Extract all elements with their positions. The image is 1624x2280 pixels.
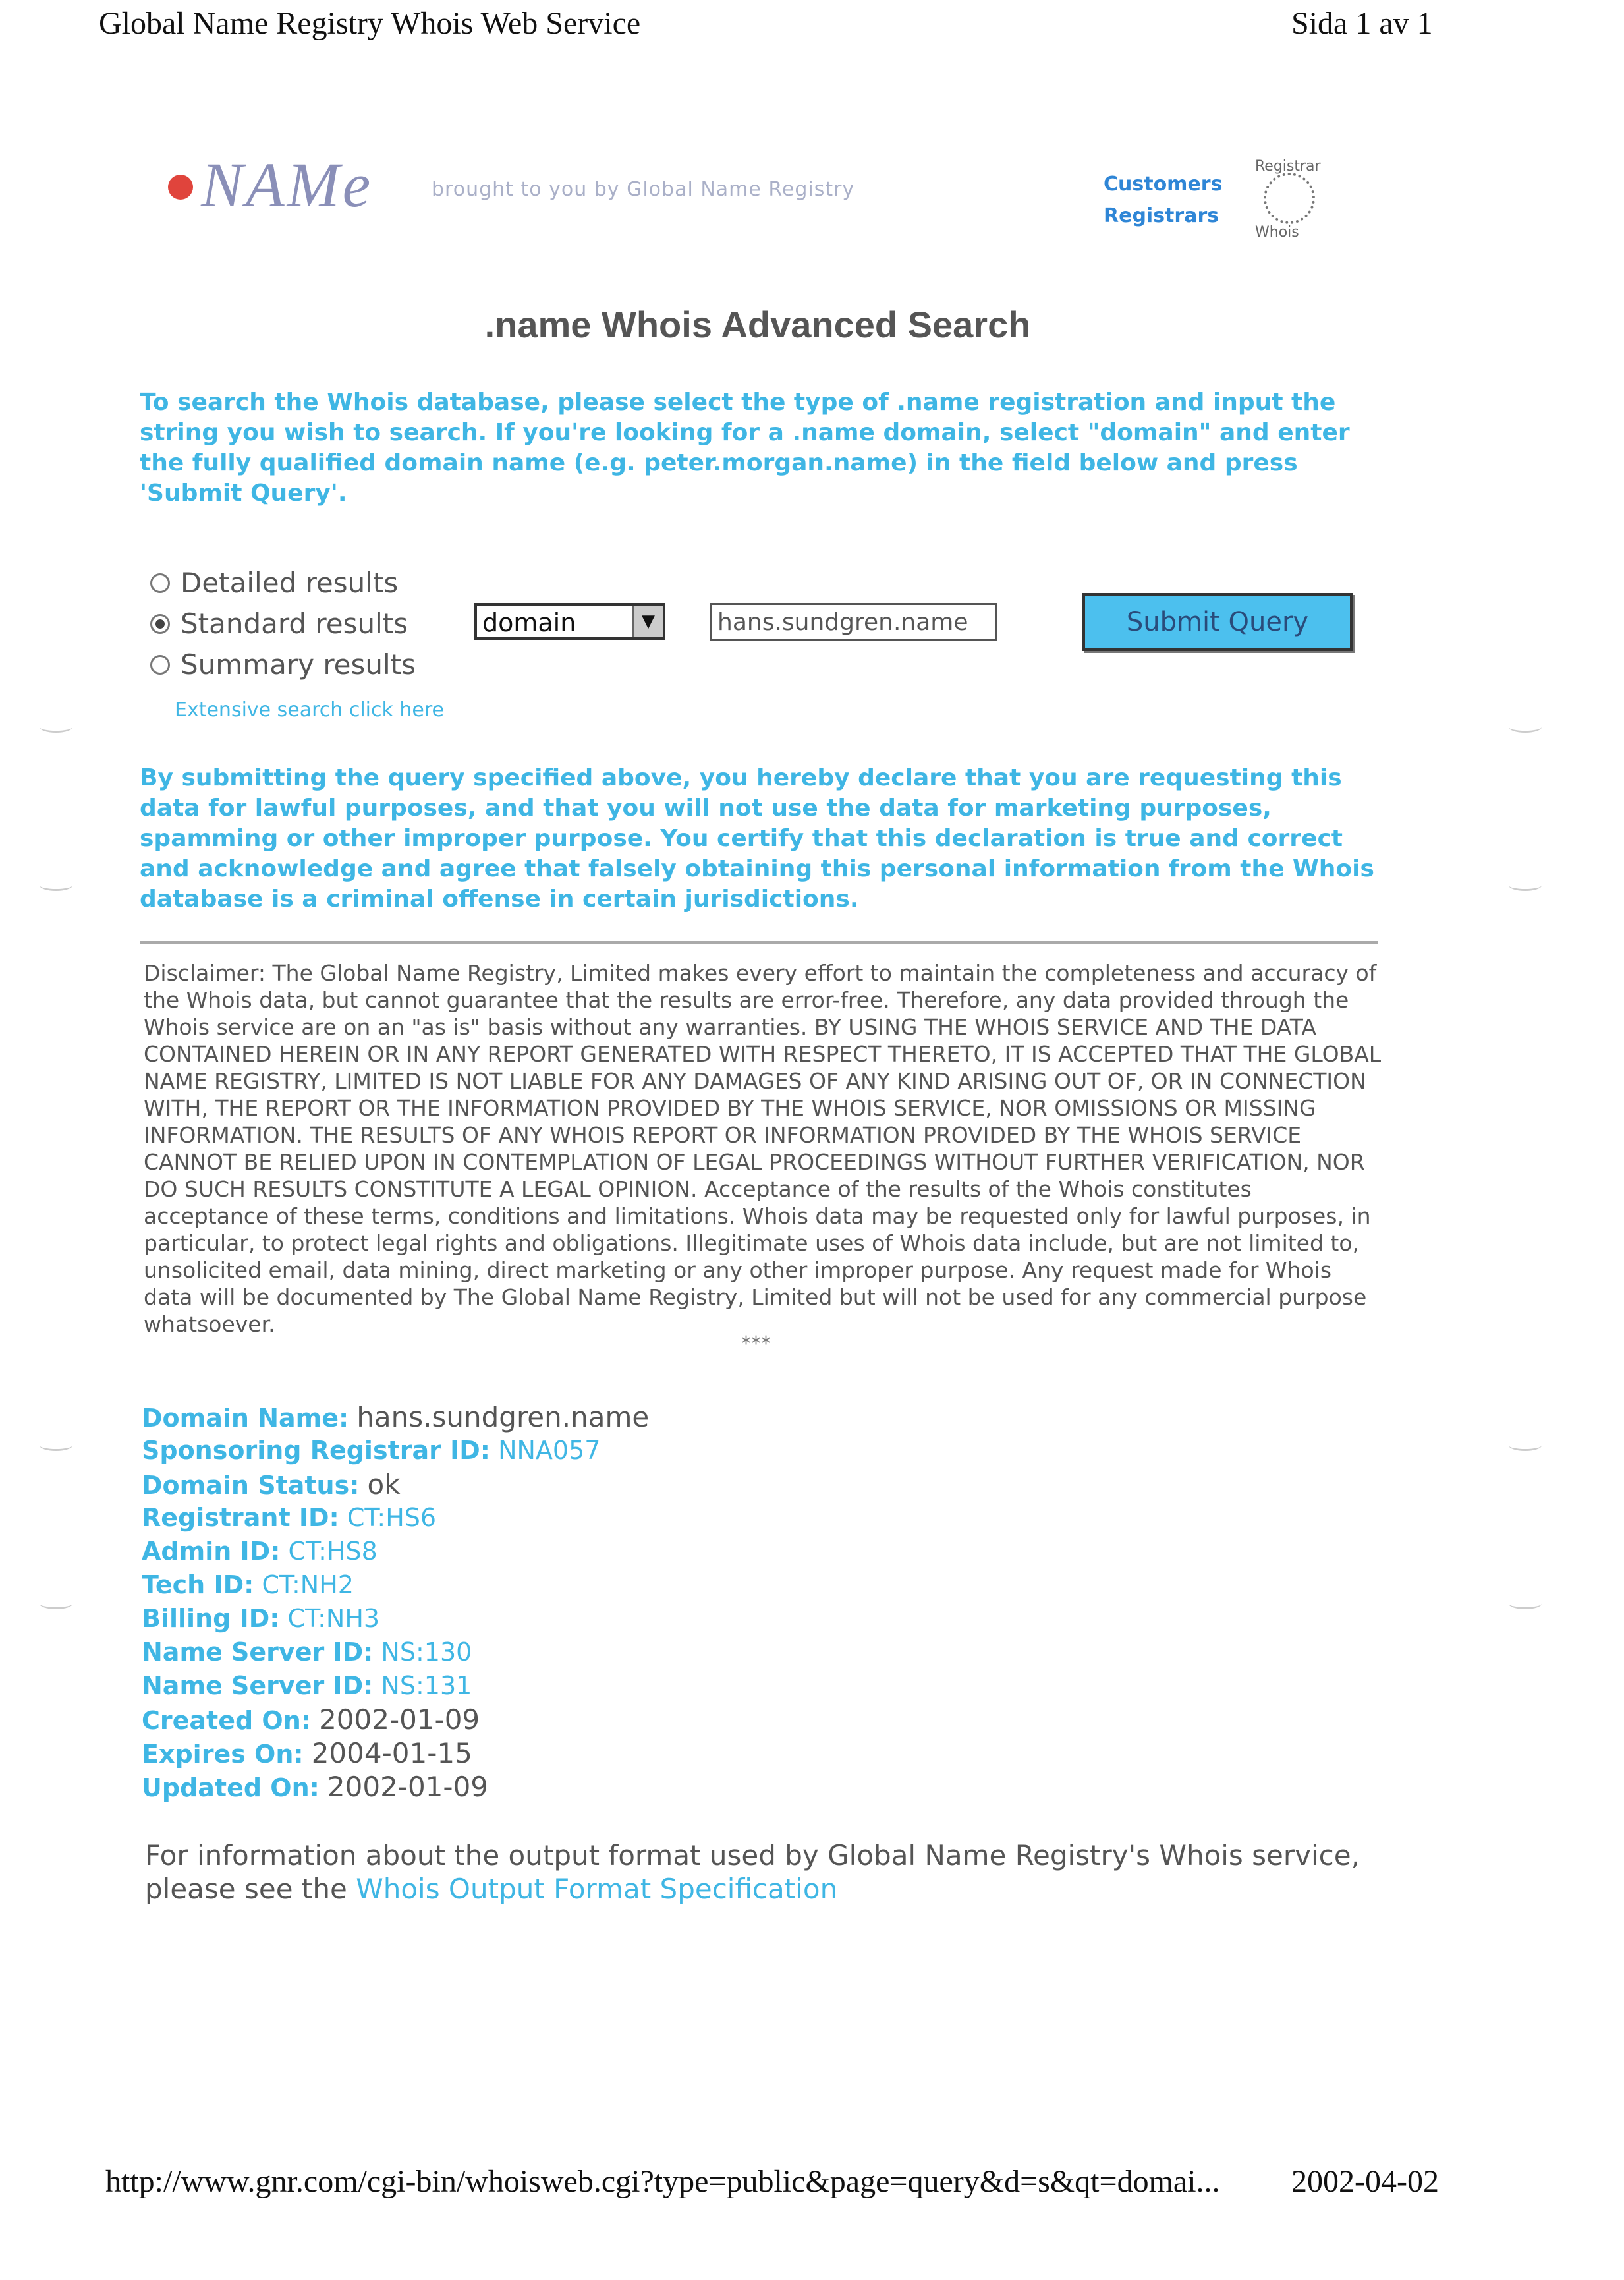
submit-query-button[interactable]: Submit Query <box>1082 593 1353 651</box>
result-updated-on: Updated On: 2002-01-09 <box>142 1771 489 1803</box>
page-title: .name Whois Advanced Search <box>484 304 1031 345</box>
print-footer-url: http://www.gnr.com/cgi-bin/whoisweb.cgi?type=public&page=query&d=s&qt=domai... <box>105 2164 1220 2199</box>
result-tech-id: Tech ID: CT:NH2 <box>142 1570 354 1599</box>
customers-link[interactable]: Customers <box>1104 173 1223 196</box>
result-name-server-1: Name Server ID: NS:130 <box>142 1638 472 1667</box>
name-logo[interactable]: NAMe <box>201 150 374 220</box>
punch-mark <box>40 1440 72 1451</box>
divider <box>140 941 1378 944</box>
type-select-value: domain <box>482 608 576 637</box>
radio-icon[interactable] <box>150 573 170 593</box>
result-billing-id: Billing ID: CT:NH3 <box>142 1604 380 1633</box>
option-standard-results[interactable] <box>150 608 408 640</box>
type-select[interactable] <box>474 603 665 640</box>
logo-dot-icon <box>168 175 193 200</box>
seal-top-label: Registrar <box>1255 158 1321 175</box>
query-input[interactable] <box>710 603 997 641</box>
punch-mark <box>40 722 72 733</box>
radio-icon[interactable] <box>150 655 170 675</box>
radio-selected-icon[interactable] <box>150 614 170 634</box>
option-detailed-results[interactable] <box>150 567 398 599</box>
result-sponsoring-registrar: Sponsoring Registrar ID: NNA057 <box>142 1436 601 1465</box>
punch-mark <box>40 880 72 891</box>
registrars-link[interactable]: Registrars <box>1104 204 1219 227</box>
separator-stars: *** <box>741 1332 771 1355</box>
result-domain-status: Domain Status: ok <box>142 1468 401 1500</box>
print-header-title: Global Name Registry Whois Web Service <box>99 6 641 41</box>
disclaimer-text: Disclaimer: The Global Name Registry, Limited makes every effort to maintain the completeness and accuracy of the Whois data, but cannot guarantee that the results are error-free. Therefore, any data provided through the Whois service are on an "as is" basis without any warranties. BY USING THE WHOIS SERVICE AND THE DATA CONTAINED HEREIN OR IN ANY REPORT GENERATED WITH RESPECT THERETO, IT IS ACCEPTED THAT THE GLOBAL NAME REGISTRY, LIMITED IS NOT LIABLE FOR ANY DAMAGES OF ANY KIND ARISING OUT OF, OR IN CONNECTION WITH, THE REPORT OR THE INFORMATION PROVIDED BY THE WHOIS SERVICE, NOR OMISSIONS OR MISSING INFORMATION. THE RESULTS OF ANY WHOIS REPORT OR INFORMATION PROVIDED BY THE WHOIS SERVICE CANNOT BE RELIED UPON IN CONTEMPLATION OF LEGAL PROCEEDINGS WITHOUT FURTHER VERIFICATION, NOR DO SUCH RESULTS CONSTITUTE A LEGAL OPINION. Acceptance of the results of the Whois constitutes acceptance of these terms, conditions and limitations. Whois data may be requested only for lawful purposes, in particular, to protect legal rights and obligations. Illegitimate uses of Whois data include, but are not limited to, unsolicited email, data mining, direct marketing or any other improper purpose. Any request made for Whois data will be documented by The Global Name Registry, Limited but will not be used for any commercial purpose whatsoever. <box>144 960 1382 1337</box>
seal-bottom-label: Whois <box>1255 224 1299 241</box>
option-label: Detailed results <box>181 567 399 599</box>
punch-mark <box>1509 1598 1542 1609</box>
output-format-link[interactable]: Whois Output Format Specification <box>356 1873 838 1905</box>
output-format-info: For information about the output format used by Global Name Registry's Whois service, please see the Whois Output Format Specification <box>145 1839 1360 1905</box>
punch-mark <box>1509 722 1542 733</box>
option-label: Summary results <box>181 648 416 681</box>
chevron-down-icon[interactable]: ▼ <box>632 606 663 637</box>
logo-tagline: brought to you by Global Name Registry <box>432 178 855 201</box>
punch-mark <box>1509 880 1542 891</box>
result-admin-id: Admin ID: CT:HS8 <box>142 1537 378 1566</box>
extensive-search-link[interactable]: Extensive search click here <box>175 698 445 722</box>
result-created-on: Created On: 2002-01-09 <box>142 1703 480 1736</box>
declaration-paragraph: By submitting the query specified above, you hereby declare that you are requesting this data for lawful purposes, and that you will not use the data for marketing purposes, spamming or other improper purpose. You certify that this declaration is true and correct and acknowledge and agree that falsely obtaining this personal information from the Whois database is a criminal offense in certain jurisdictions. <box>140 764 1374 913</box>
print-footer-date: 2002-04-02 <box>1291 2164 1439 2199</box>
result-registrant-id: Registrant ID: CT:HS6 <box>142 1503 437 1532</box>
print-page-number: Sida 1 av 1 <box>1291 6 1433 41</box>
option-label: Standard results <box>181 608 408 640</box>
registrar-seal-icon[interactable] <box>1264 173 1315 224</box>
result-domain-name: Domain Name: hans.sundgren.name <box>142 1401 650 1433</box>
intro-paragraph: To search the Whois database, please select the type of .name registration and input the string you wish to search. If you're looking for a .name domain, select "domain" and enter the fully qualified domain name (e.g. peter.morgan.name) in the field below and press 'Submit Query'. <box>140 389 1350 507</box>
result-expires-on: Expires On: 2004-01-15 <box>142 1737 472 1769</box>
punch-mark <box>40 1598 72 1609</box>
result-name-server-2: Name Server ID: NS:131 <box>142 1671 472 1700</box>
punch-mark <box>1509 1440 1542 1451</box>
option-summary-results[interactable] <box>150 648 416 681</box>
